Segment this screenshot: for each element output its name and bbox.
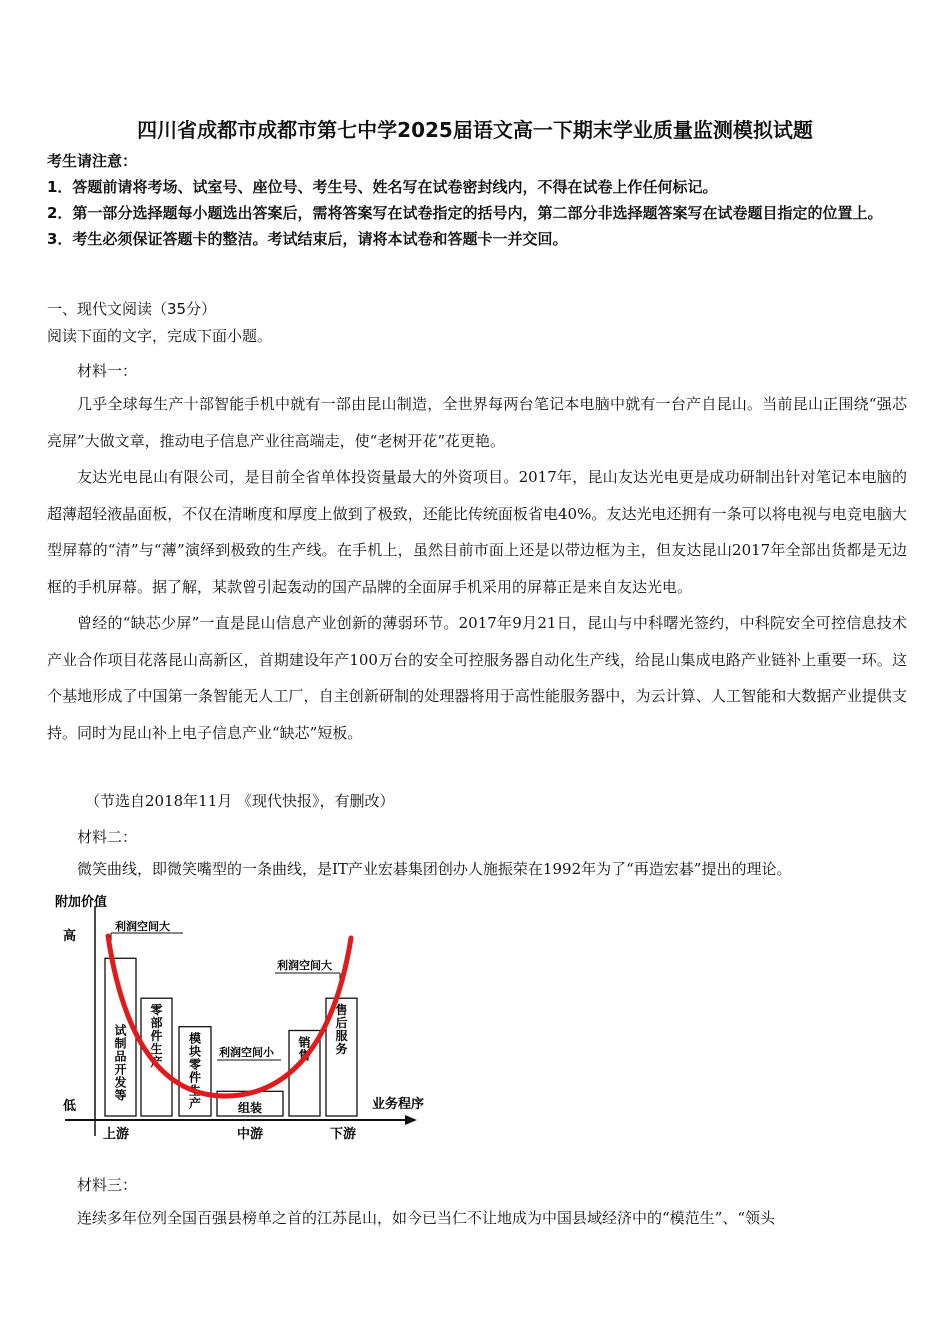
notice-item: 2．第一部分选择题每小题选出答案后，需将答案写在试卷指定的括号内，第二部分非选择题答案写在试卷题目指定的位置上。 [47, 204, 883, 222]
notice-block [47, 148, 907, 252]
x-axis-label: 业务程序 [372, 1097, 425, 1112]
notice-item: 1．答题前请将考场、试室号、座位号、考生号、姓名写在试卷密封线内，不得在试卷上作任何标记。 [47, 178, 718, 196]
material3-body [47, 1200, 907, 1237]
annotation-text: 利润空间小 [219, 1046, 274, 1059]
annotation-text: 利润空间大 [115, 920, 170, 933]
paragraph: 连续多年位列全国百强县榜单之首的江苏昆山，如今已当仁不让地成为中国县域经济中的“模范生”、“领头 [77, 1209, 776, 1227]
notice-heading: 考生请注意： [47, 152, 138, 170]
annotation-text: 利润空间大 [277, 959, 332, 972]
stage-label: 试制品开发等 [114, 1023, 127, 1103]
y-axis-label: 附加价值 [55, 895, 108, 910]
y-high-label: 高 [63, 929, 77, 944]
paragraph: 友达光电昆山有限公司，是目前全省单体投资量最大的外资项目。2017年，昆山友达光电更是成功研制出针对笔记本电脑的超薄超轻液晶面板，不仅在清晰度和厚度上做到了极致，还能比传统面板省电40%。友达光电还拥有一条可以将电视与电竞电脑大型屏幕的“清”与“薄”演绎到极致的生产线。在手机上，虽然目前市面上还是以带边框为主，但友达昆山2017年全部出货都是无边框的手机屏幕。据了解，某款曾引起轰动的国产品牌的全面屏手机采用的屏幕正是来自友达光电。 [47, 468, 907, 596]
paragraph: 曾经的“缺芯少屏”一直是昆山信息产业创新的薄弱环节。2017年9月21日，昆山与中科曙光签约，中科院安全可控信息技术产业合作项目花落昆山高新区，首期建设年产100万台的安全可控服务器自动化生产线，给昆山集成电路产业链补上重要一环。这个基地形成了中国第一条智能无人工厂，自主创新研制的处理器将用于高性能服务器中，为云计算、人工智能和大数据产业提供支持。同时为昆山补上电子信息产业“缺芯”短板。 [47, 614, 907, 742]
page-title: 四川省成都市成都市第七中学2025届语文高一下期末学业质量监测模拟试题 [137, 118, 813, 142]
stage-label: 销售 [298, 1035, 311, 1063]
smile-curve-chart [55, 888, 435, 1148]
stage-label: 零部件生产 [150, 1003, 163, 1070]
stage-label: 售后服务 [335, 1003, 348, 1057]
section-instruction: 阅读下面的文字，完成下面小题。 [47, 327, 273, 345]
material3-label: 材料三： [77, 1176, 138, 1194]
x-group-label: 中游 [237, 1127, 264, 1142]
material2-body [47, 851, 907, 888]
material1-label: 材料一： [77, 362, 138, 380]
stage-label: 组装 [238, 1101, 263, 1115]
x-group-label: 下游 [330, 1127, 357, 1142]
material2-label: 材料二： [77, 828, 138, 846]
material1-source: （节选自2018年11月 《现代快报》，有删改） [85, 792, 395, 810]
stage-label: 模块零件生产 [189, 1031, 202, 1111]
paragraph: 微笑曲线，即微笑嘴型的一条曲线，是IT产业宏碁集团创办人施振荣在1992年为了“再造宏碁”提出的理论。 [77, 860, 792, 878]
notice-item: 3．考生必须保证答题卡的整洁。考试结束后，请将本试卷和答题卡一并交回。 [47, 230, 568, 248]
material1-body [47, 386, 907, 751]
x-group-label: 上游 [103, 1127, 130, 1142]
y-low-label: 低 [63, 1099, 77, 1114]
x-axis-arrow [405, 1115, 417, 1125]
paragraph: 几乎全球每生产十部智能手机中就有一部由昆山制造，全世界每两台笔记本电脑中就有一台产自昆山。当前昆山正围绕“强芯亮屏”大做文章，推动电子信息产业往高端走，使“老树开花”花更艳。 [47, 395, 907, 450]
section-heading: 一、现代文阅读（35分） [47, 300, 217, 318]
